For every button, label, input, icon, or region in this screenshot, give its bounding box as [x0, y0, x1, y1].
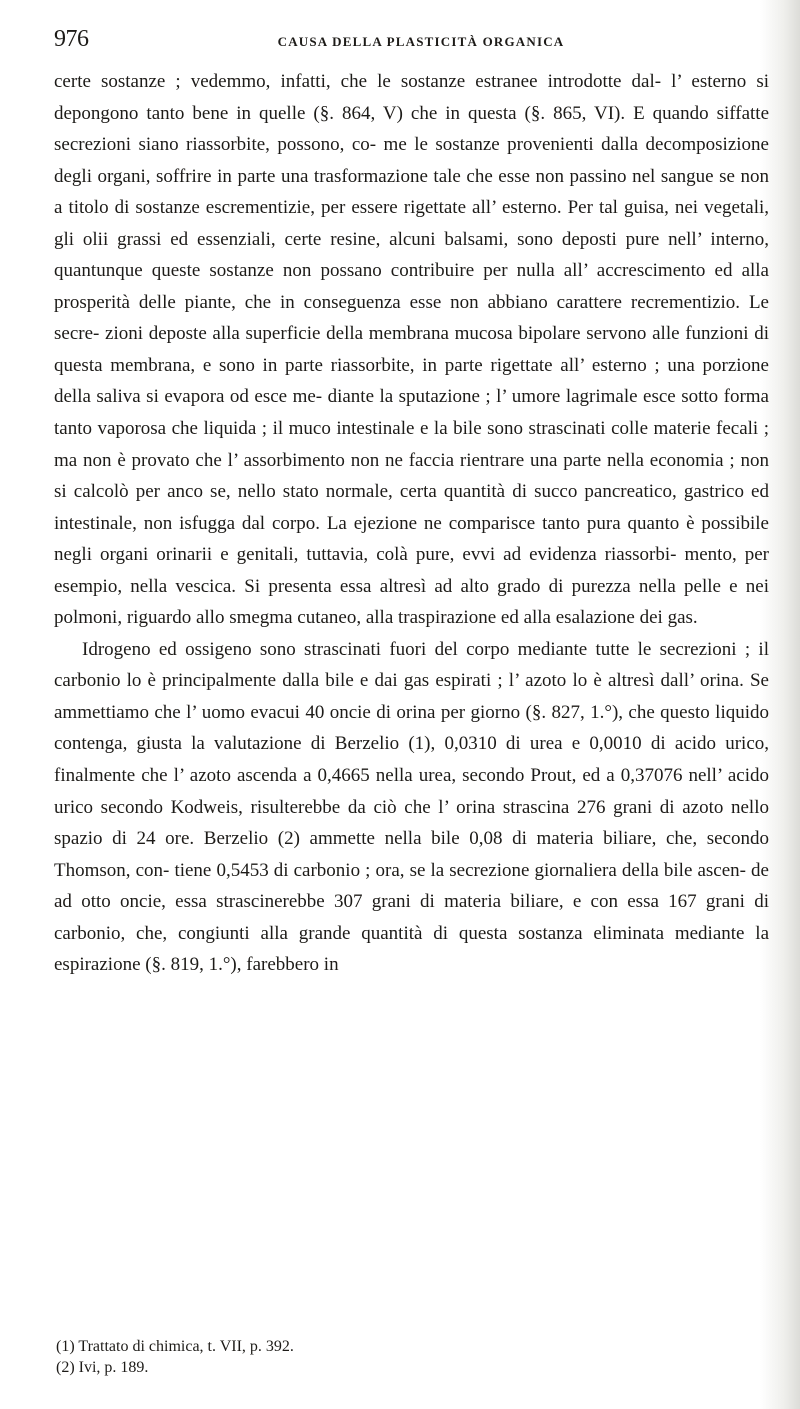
- footnote-text: Ivi, p. 189.: [78, 1359, 149, 1376]
- footnote-text: Trattato di chimica, t. VII, p. 392.: [78, 1338, 294, 1355]
- footnote: [56, 1336, 756, 1357]
- body-text: [54, 66, 769, 981]
- paragraph: certe sostanze ; vedemmo, infatti, che le sostanze estranee introdotte dal- l’ esterno si depongono tanto bene in quelle (§. 864, V) che in questa (§. 865, VI). E quando siffatte secrezioni siano riassorbite, possono, co- me le sostanze provenienti dalla decomposizione degli organi, soffrire in parte una trasformazione tale che esse non passino nel sangue se non a titolo di sostanze escrementizie, per essere rigettate all’ esterno. Per tal guisa, nei vegetali, gli olii grassi ed essenziali, certe resine, alcuni balsami, sono deposti pure nell’ interno, quantunque queste sostanze non possano contribuire per nulla all’ accrescimento ed alla prosperità delle piante, che in conseguenza esse non abbiano carattere recrementizio. Le secre- zioni deposte alla superficie della membrana mucosa bipolare servono alle funzioni di questa membrana, e sono in parte riassorbite, in parte rigettate all’ esterno ; una porzione della saliva si evapora od esce me- diante la sputazione ; l’ umore lagrimale esce sotto forma tanto vaporosa che liquida ; il muco intestinale e la bile sono strascinati colle materie fecali ; ma non è provato che l’ assorbimento non ne faccia rientrare una parte nella economia ; non si calcolò per anco se, nello stato normale, certa quantità di succo pancreatico, gastrico ed intestinale, non isfugga dal corpo. La ejezione ne comparisce tanto pura quanto è possibile negli organi orinarii e genitali, tuttavia, colà pure, evvi ad evidenza riassorbi- mento, per esempio, nella vescica. Si presenta essa altresì ad alto grado di purezza nella pelle e nei polmoni, riguardo allo smegma cutaneo, alla traspirazione ed alla esalazione dei gas.: [54, 71, 769, 629]
- footnote-number: (2): [56, 1359, 75, 1376]
- page-header: [54, 26, 754, 60]
- page-number: 976: [54, 26, 89, 52]
- footnotes: [56, 1336, 756, 1378]
- running-head: CAUSA DELLA PLASTICITÀ ORGANICA: [277, 34, 565, 49]
- footnote: [56, 1357, 756, 1378]
- footnote-number: (1): [56, 1338, 75, 1355]
- paragraph: Idrogeno ed ossigeno sono strascinati fuori del corpo mediante tutte le secrezioni ; il carbonio lo è principalmente dalla bile e dai gas espirati ; l’ azoto lo è altresì dall’ orina. Se ammettiamo che l’ uomo evacui 40 oncie di orina per giorno (§. 827, 1.°), che questo liquido contenga, giusta la valutazione di Berzelio (1), 0,0310 di urea e 0,0010 di acido urico, finalmente che l’ azoto ascenda a 0,4665 nella urea, secondo Prout, ed a 0,37076 nell’ acido urico secondo Kodweis, risulterebbe da ciò che l’ orina strascina 276 grani di azoto nello spazio di 24 ore. Berzelio (2) ammette nella bile 0,08 di materia biliare, che, secondo Thomson, con- tiene 0,5453 di carbonio ; ora, se la secrezione giornaliera della bile ascen- de ad otto oncie, essa strascinerebbe 307 grani di materia biliare, e con essa 167 grani di carbonio, che, congiunti alla grande quantità di questa sostanza eliminata mediante la espirazione (§. 819, 1.°), farebbero in: [54, 638, 769, 976]
